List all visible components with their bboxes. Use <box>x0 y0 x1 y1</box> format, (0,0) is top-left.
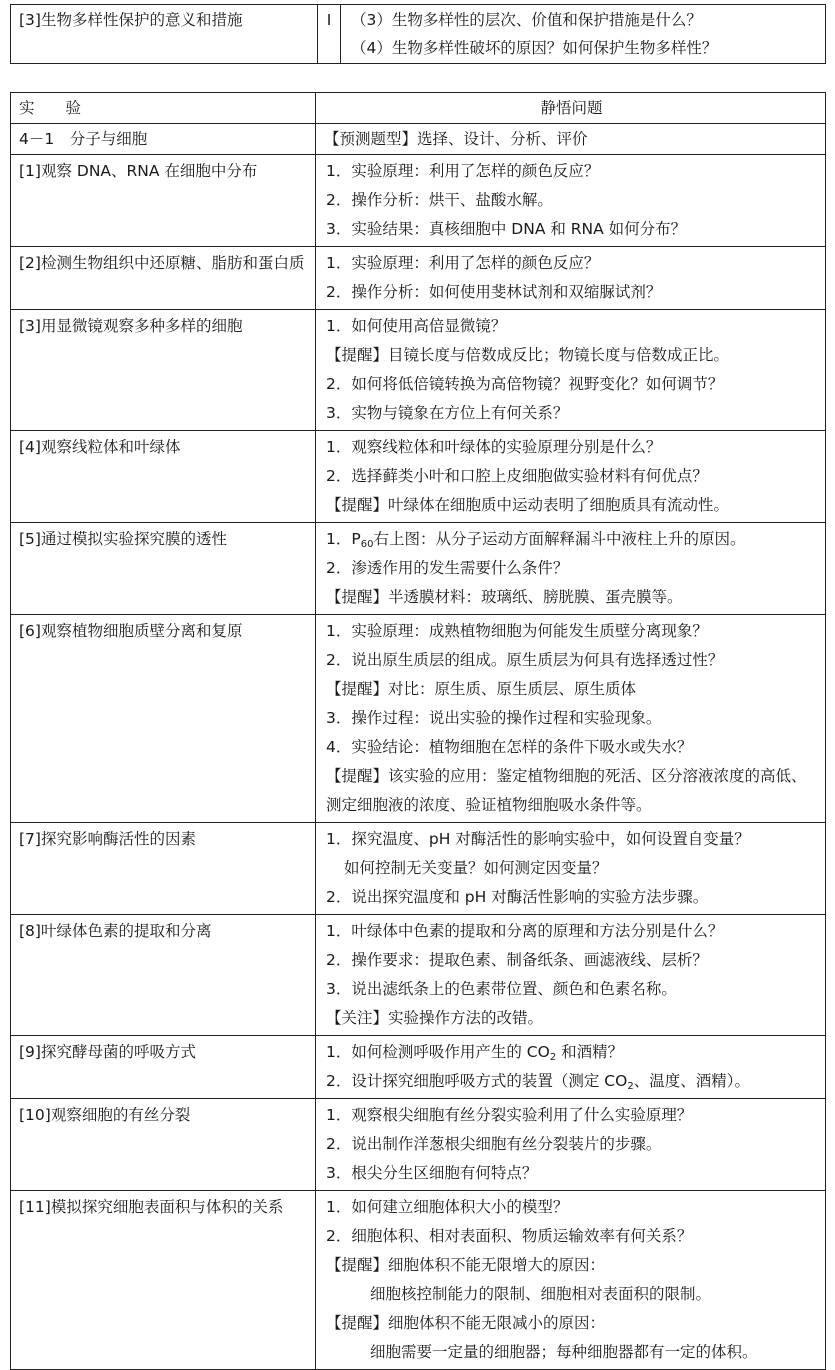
question-cell <box>316 155 826 247</box>
question-line: 1．如何检测呼吸作用产生的 $CO_2$ 和酒精？ <box>326 1043 624 1063</box>
table-row <box>11 5 826 64</box>
question-line: 1．探究温度、pH 对酶活性的影响实验中，如何设置自变量？ <box>326 830 750 848</box>
level-cell: Ⅰ <box>318 5 341 64</box>
note-detail-line: 细胞核控制能力的限制、细胞相对表面积的限制。 <box>370 1285 712 1303</box>
question-cell <box>316 247 826 310</box>
question-line: 1．实验原理：利用了怎样的颜色反应？ <box>326 162 600 180</box>
question-line: 2．说出原生质层的组成。原生质层为何具有选择透过性？ <box>326 651 724 669</box>
question-line: 2．设计探究细胞呼吸方式的装置（测定 $CO_2$、温度、酒精）。 <box>326 1072 750 1092</box>
top-table <box>10 4 826 64</box>
question-line: 1．$P_{60}$右上图：从分子运动方面解释漏斗中液柱上升的原因。 <box>326 530 746 550</box>
section-prediction: 【预测题型】选择、设计、分析、评价 <box>316 124 826 155</box>
table-row <box>11 310 826 431</box>
table-row <box>11 1099 826 1191</box>
table-row <box>11 1191 826 1370</box>
table-row <box>11 823 826 915</box>
question-line: 2．说出制作洋葱根尖细胞有丝分裂装片的步骤。 <box>326 1135 662 1153</box>
question-cell <box>316 310 826 431</box>
question-cell <box>316 1191 826 1370</box>
table-row <box>11 247 826 310</box>
experiment-name: [4]观察线粒体和叶绿体 <box>11 431 316 523</box>
note-line: 【提醒】该实验的应用：鉴定植物细胞的死活、区分溶液浓度的高低、测定细胞液的浓度、验证植物细胞吸水条件等。 <box>326 767 807 814</box>
question-cell <box>316 523 826 615</box>
table-row <box>11 431 826 523</box>
question-line: 3．根尖分生区细胞有何特点？ <box>326 1164 538 1182</box>
experiment-name: [7]探究影响酶活性的因素 <box>11 823 316 915</box>
note-detail-line: 细胞需要一定量的细胞器；每种细胞器都有一定的体积。 <box>370 1343 758 1361</box>
question-line: 1．观察根尖细胞有丝分裂实验利用了什么实验原理？ <box>326 1106 693 1124</box>
experiment-name: [6]观察植物细胞质壁分离和复原 <box>11 615 316 823</box>
experiment-name: [1]观察 DNA、RNA 在细胞中分布 <box>11 155 316 247</box>
question-cell <box>316 1099 826 1191</box>
note-line: 【提醒】半透膜材料：玻璃纸、膀胱膜、蛋壳膜等。 <box>326 588 683 606</box>
header-experiment: 实 验 <box>11 93 316 124</box>
note-line: 【提醒】对比：原生质、原生质层、原生质体 <box>326 680 637 698</box>
note-line: 【提醒】细胞体积不能无限减小的原因： <box>326 1314 606 1332</box>
experiment-name: [3]用显微镜观察多种多样的细胞 <box>11 310 316 431</box>
section-row <box>11 124 826 155</box>
table-row <box>11 1036 826 1099</box>
question-cell <box>316 431 826 523</box>
question-line: 2．如何将低倍镜转换为高倍物镜？视野变化？如何调节？ <box>326 375 724 393</box>
question-cell <box>316 1036 826 1099</box>
header-questions: 静悟问题 <box>316 93 826 124</box>
question-line: 2．渗透作用的发生需要什么条件？ <box>326 559 569 577</box>
note-line: 【提醒】目镜长度与倍数成反比；物镜长度与倍数成正比。 <box>326 346 730 364</box>
question-line: 1．如何建立细胞体积大小的模型？ <box>326 1198 569 1216</box>
experiment-name: [5]通过模拟实验探究膜的透性 <box>11 523 316 615</box>
question-line: 2．操作要求：提取色素、制备纸条、画滤液线、层析？ <box>326 951 708 969</box>
experiment-table <box>10 92 826 1370</box>
experiment-name: [11]模拟探究细胞表面积与体积的关系 <box>11 1191 316 1370</box>
question-cell <box>316 823 826 915</box>
question-line: 2．说出探究温度和 pH 对酶活性影响的实验方法步骤。 <box>326 888 709 906</box>
question-line: 1．观察线粒体和叶绿体的实验原理分别是什么？ <box>326 438 662 456</box>
experiment-name: [9]探究酵母菌的呼吸方式 <box>11 1036 316 1099</box>
table-row <box>11 915 826 1036</box>
questions-cell <box>341 5 826 64</box>
note-line: 【提醒】细胞体积不能无限增大的原因： <box>326 1256 606 1274</box>
question-line: 4．实验结论：植物细胞在怎样的条件下吸水或失水？ <box>326 738 693 756</box>
question-line: 2．选择藓类小叶和口腔上皮细胞做实验材料有何优点？ <box>326 467 708 485</box>
experiment-name: [2]检测生物组织中还原糖、脂肪和蛋白质 <box>11 247 316 310</box>
question-line: 如何控制无关变量？如何测定因变量？ <box>344 859 608 877</box>
table-row <box>11 523 826 615</box>
question-line: 3．说出滤纸条上的色素带位置、颜色和色素名称。 <box>326 980 677 998</box>
question-line: 1．实验原理：成熟植物细胞为何能发生质壁分离现象？ <box>326 622 708 640</box>
question-line: （4）生物多样性破坏的原因？如何保护生物多样性？ <box>351 39 718 57</box>
question-line: 3．实验结果：真核细胞中 DNA 和 RNA 如何分布？ <box>326 220 687 238</box>
experiment-name: [10]观察细胞的有丝分裂 <box>11 1099 316 1191</box>
question-cell <box>316 915 826 1036</box>
question-line: 1．如何使用高倍显微镜？ <box>326 317 507 335</box>
topic-cell: [3]生物多样性保护的意义和措施 <box>11 5 318 64</box>
section-title: 4－1 分子与细胞 <box>11 124 316 155</box>
table-row <box>11 155 826 247</box>
experiment-name: [8]叶绿体色素的提取和分离 <box>11 915 316 1036</box>
table-row <box>11 615 826 823</box>
note-line: 【关注】实验操作方法的改错。 <box>326 1009 544 1027</box>
table-header-row <box>11 93 826 124</box>
question-line: 3．实物与镜象在方位上有何关系？ <box>326 404 569 422</box>
question-line: 1．实验原理：利用了怎样的颜色反应？ <box>326 254 600 272</box>
question-line: 2．细胞体积、相对表面积、物质运输效率有何关系？ <box>326 1227 693 1245</box>
question-line: 2．操作分析：如何使用斐林试剂和双缩脲试剂？ <box>326 283 662 301</box>
question-line: 2．操作分析：烘干、盐酸水解。 <box>326 191 553 209</box>
question-line: （3）生物多样性的层次、价值和保护措施是什么？ <box>351 11 702 29</box>
note-line: 【提醒】叶绿体在细胞质中运动表明了细胞质具有流动性。 <box>326 496 730 514</box>
question-cell <box>316 615 826 823</box>
question-line: 1．叶绿体中色素的提取和分离的原理和方法分别是什么？ <box>326 922 724 940</box>
question-line: 3．操作过程：说出实验的操作过程和实验现象。 <box>326 709 662 727</box>
